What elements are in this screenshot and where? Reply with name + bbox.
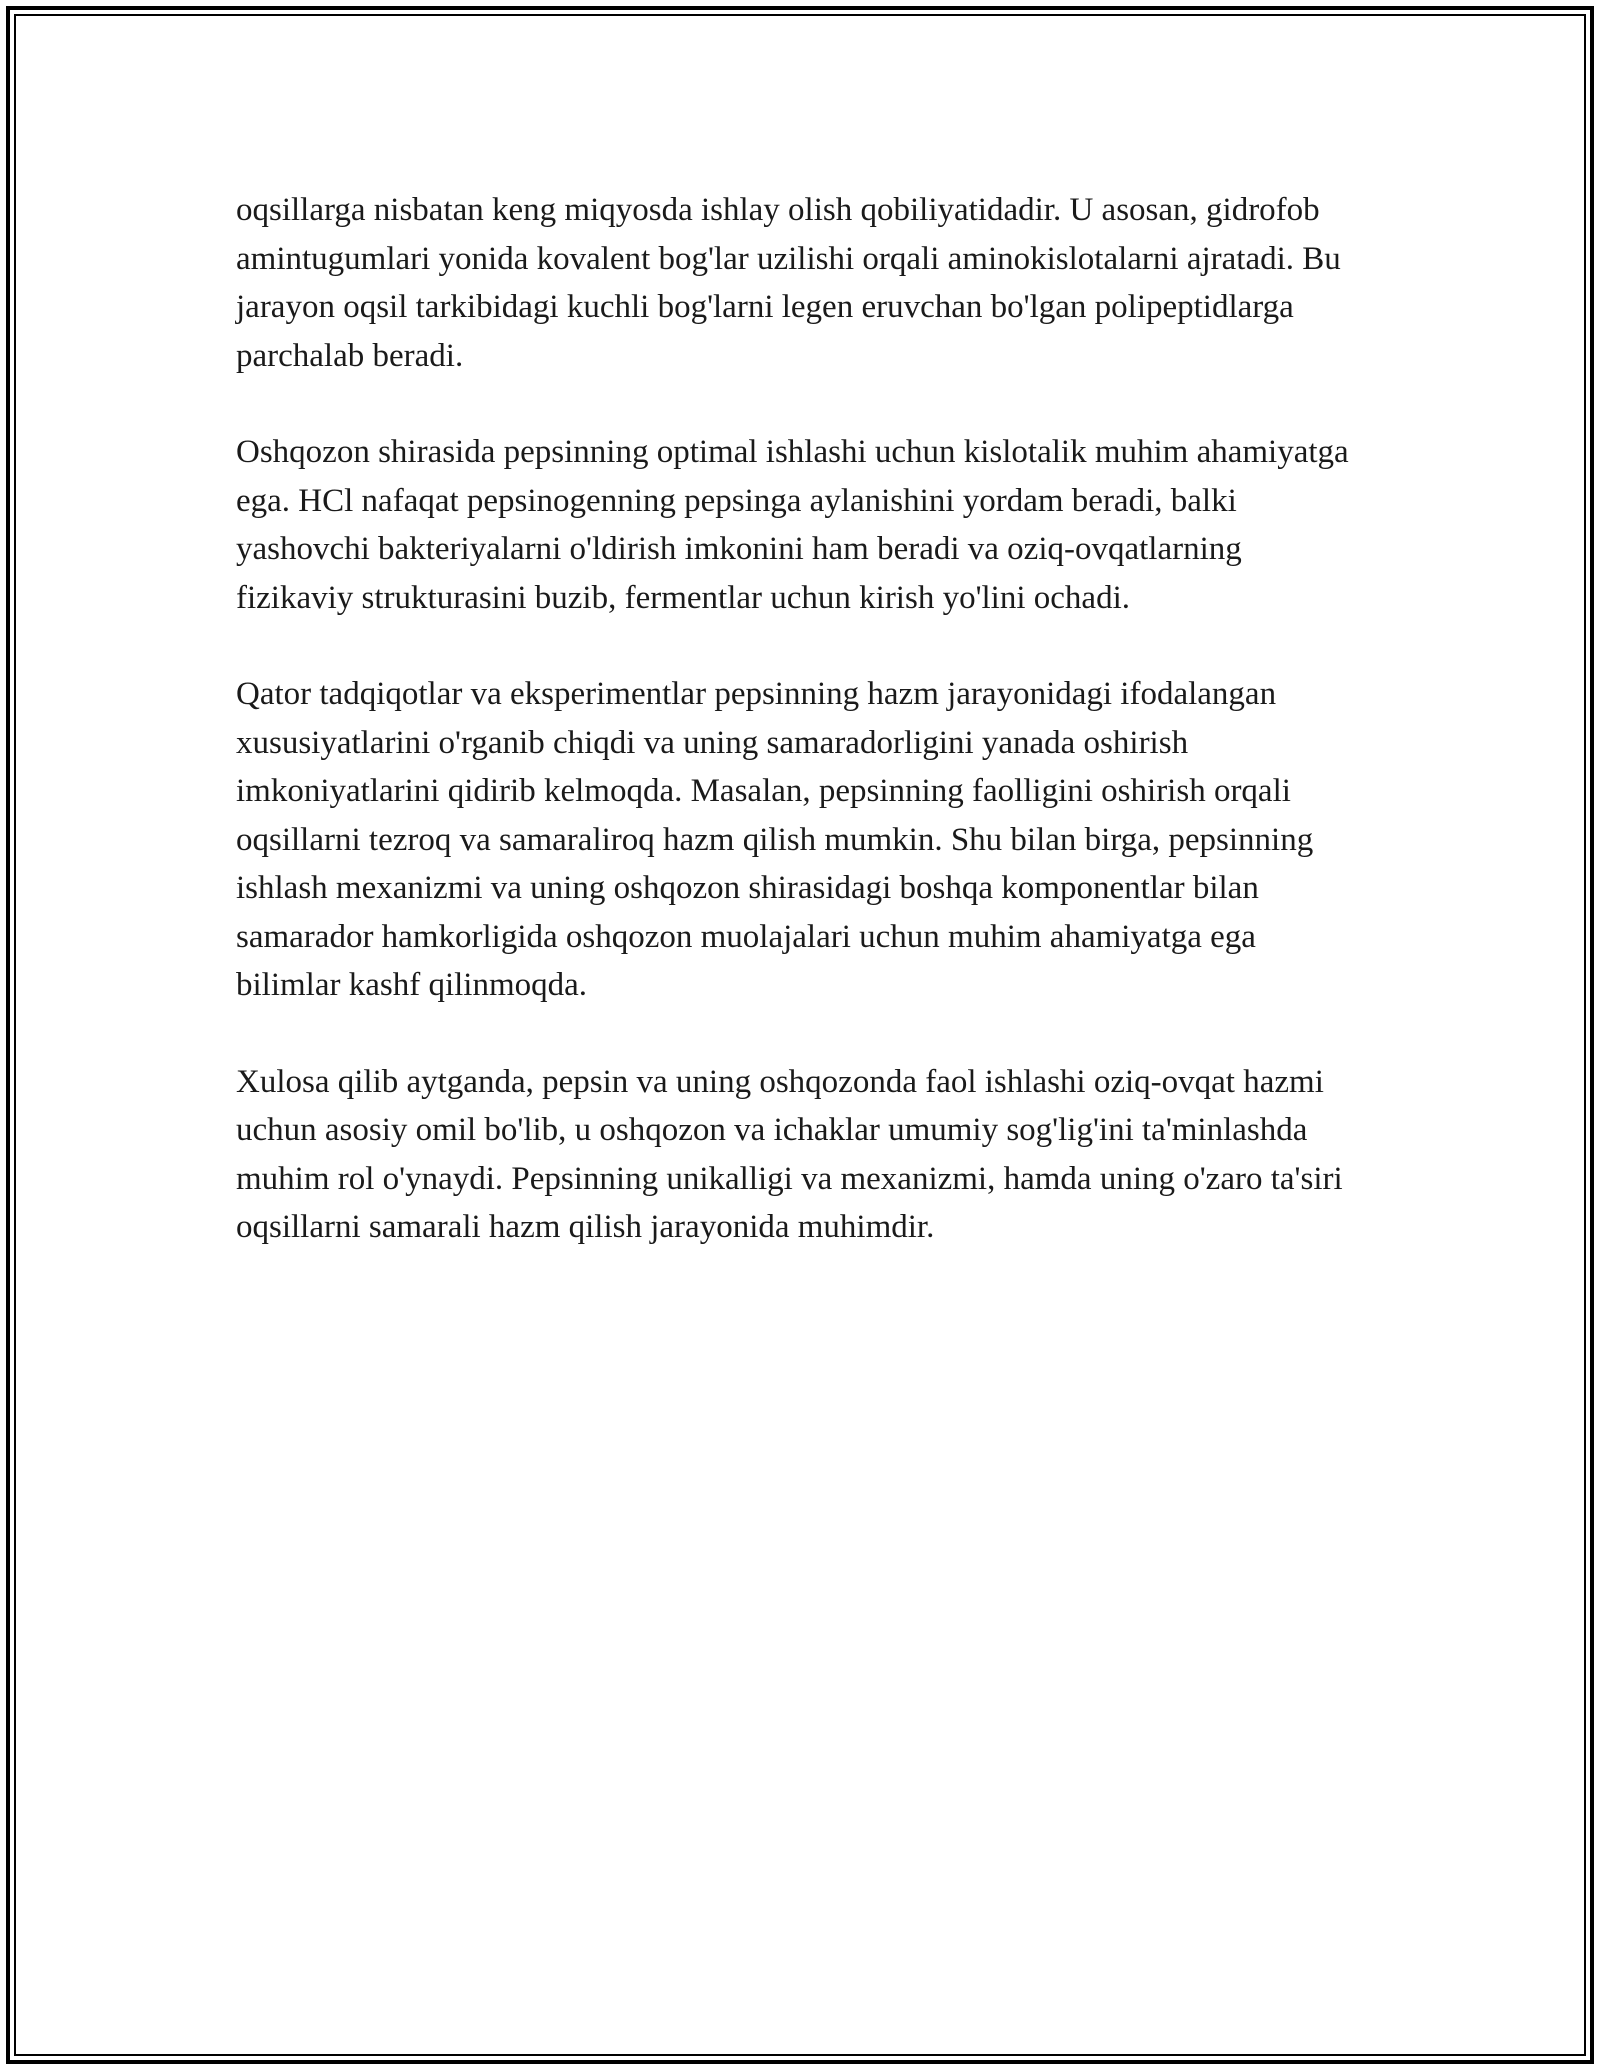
paragraph-2: Oshqozon shirasida pepsinning optimal ishlashi uchun kislotalik muhim ahamiyatga ega. HCl nafaqat pepsinogenning pepsinga aylanishini yordam beradi, balki yashovchi bakteriyalarni o'ldirish imkonini ham beradi va oziq-ovqatlarning fizikaviy strukturasini buzib, fermentlar uchun kirish yo'lini ochadi. <box>236 434 1349 616</box>
paragraph-3: Qator tadqiqotlar va eksperimentlar pepsinning hazm jarayonidagi ifodalangan xususiyatlarini o'rganib chiqdi va uning samaradorligini yanada oshirish imkoniyatlarini qidirib kelmoqda. Masalan, pepsinning faolligini oshirish orqali oqsillarni tezroq va samaraliroq hazm qilish mumkin. Shu bilan birga, pepsinning ishlash mexanizmi va uning oshqozon shirasidagi boshqa komponentlar bilan samarador hamkorligida oshqozon muolajalari uchun muhim ahamiyatga ega bilimlar kashf qilinmoqda. <box>236 676 1314 1003</box>
document-body <box>236 186 1366 1300</box>
paragraph-4: Xulosa qilib aytganda, pepsin va uning oshqozonda faol ishlashi oziq-ovqat hazmi uchun asosiy omil bo'lib, u oshqozon va ichaklar umumiy sog'lig'ini ta'minlashda muhim rol o'ynaydi. Pepsinning unikalligi va mexanizmi, hamda uning o'zaro ta'siri oqsillarni samarali hazm qilish jarayonida muhimdir. <box>236 1063 1343 1245</box>
paragraph-1: oqsillarga nisbatan keng miqyosda ishlay olish qobiliyatidadir. U asosan, gidrofob amintugumlari yonida kovalent bog'lar uzilishi orqali aminokislotalarni ajratadi. Bu jarayon oqsil tarkibidagi kuchli bog'larni legen eruvchan bo'lgan polipeptidlarga parchalab beradi. <box>236 192 1341 374</box>
